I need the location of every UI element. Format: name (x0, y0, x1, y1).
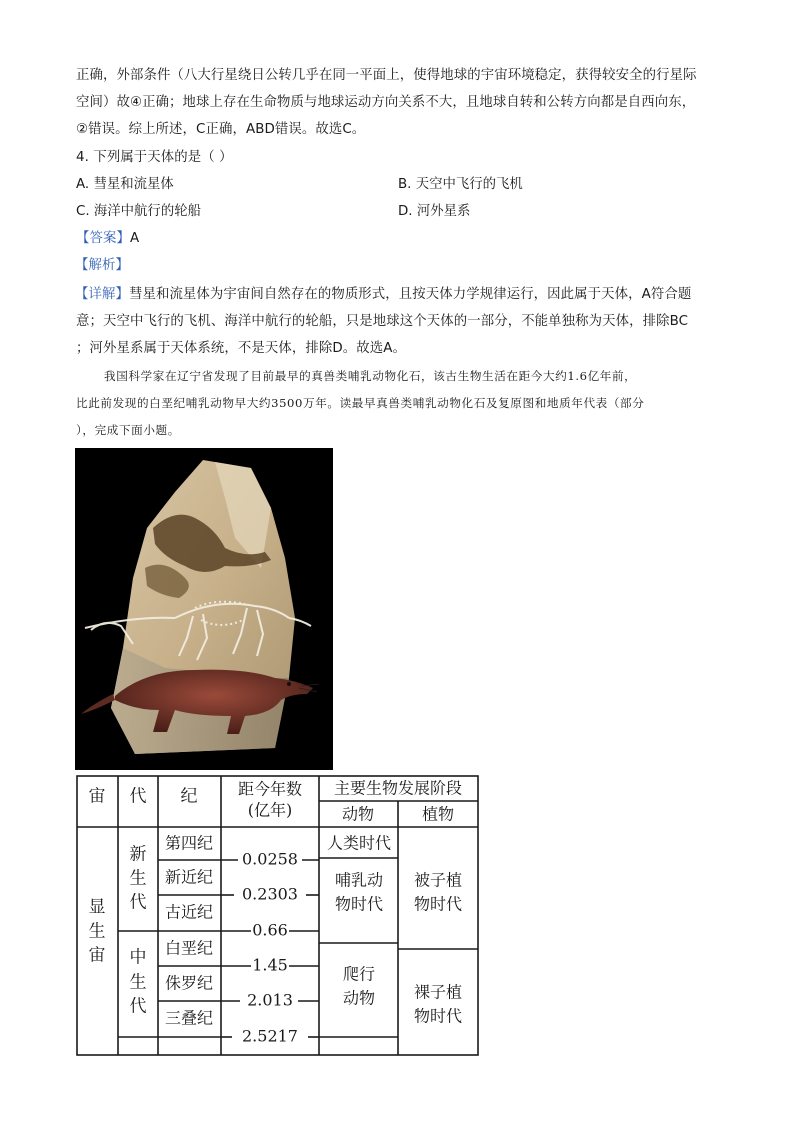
animal-stage: 哺乳动 (334, 870, 384, 890)
plant-stage: 被子植 (413, 870, 463, 890)
header-plant: 植物 (421, 804, 455, 824)
boundary-value: 0.0258 (242, 849, 298, 869)
period-cell: 三叠纪 (164, 1008, 214, 1028)
fossil-reconstruction-image (75, 448, 333, 770)
detail-text-1: 彗星和流星体为宇宙间自然存在的物质形式，且按天体力学规律运行，因此属于天体，A符合题 (128, 287, 692, 302)
answer-tag: 【答案】 (76, 231, 130, 246)
material-line-2: 比此前发现的白垩纪哺乳动物早大约3500万年。读最早真兽类哺乳动物化石及复原图和地质年代表（部分 (76, 396, 645, 410)
period-cell: 第四纪 (164, 833, 214, 853)
material-line-3: ），完成下面小题。 (76, 423, 180, 437)
plant-stage: 裸子植 (413, 982, 463, 1002)
animal-stage: 人类时代 (326, 833, 392, 853)
era-char: 中 (129, 947, 147, 968)
era-char: 生 (129, 972, 147, 993)
animal-stage: 物时代 (334, 894, 384, 914)
geologic-time-table (76, 775, 479, 1056)
boundary-value: 0.2303 (242, 884, 298, 904)
detail-line-3: ；河外星系属于天体系统，不是天体，排除D。故选A。 (76, 341, 406, 356)
option-b: B. 天空中飞行的飞机 (398, 177, 523, 192)
header-years: 距今年数 (237, 779, 303, 799)
fossil-illustration (75, 448, 333, 770)
header-eon: 宙 (88, 786, 106, 807)
boundary-value: 1.45 (252, 955, 288, 975)
period-cell: 白垩纪 (164, 938, 214, 958)
eon-char: 生 (88, 921, 106, 942)
period-cell: 侏罗纪 (164, 973, 214, 993)
animal-stage: 动物 (342, 988, 376, 1008)
answer-line (76, 230, 139, 248)
eon-char: 显 (88, 897, 106, 918)
detail-line-1 (75, 286, 691, 304)
era-char: 代 (129, 892, 147, 913)
era-char: 新 (129, 844, 147, 865)
explanation-line-1: 正确，外部条件（八大行星绕日公转几乎在同一平面上，使得地球的宇宙环境稳定，获得较安全的行星际 (76, 68, 697, 83)
question-4-stem: 4. 下列属于天体的是（ ） (76, 150, 233, 165)
period-cell: 古近纪 (164, 902, 214, 922)
detail-tag: 【详解】 (75, 287, 129, 302)
boundary-value: 2.013 (247, 990, 293, 1010)
era-char: 代 (129, 996, 147, 1017)
answer-value: A (129, 231, 140, 246)
plant-stage: 物时代 (413, 1006, 463, 1026)
option-a: A. 彗星和流星体 (76, 177, 174, 192)
material-line-1: 我国科学家在辽宁省发现了目前最早的真兽类哺乳动物化石，该古生物生活在距今大约1.6亿年前， (104, 369, 637, 383)
header-animal: 动物 (341, 804, 375, 824)
explanation-line-3: ②错误。综上所述，C正确，ABD错误。故选C。 (76, 122, 366, 137)
detail-line-2: 意；天空中飞行的飞机、海洋中航行的轮船，只是地球这个天体的一部分，不能单独称为天体，排除BC (76, 314, 689, 329)
period-cell: 新近纪 (164, 867, 214, 887)
eon-char: 宙 (88, 945, 106, 966)
header-years-unit: (亿年) (247, 800, 293, 820)
boundary-value: 2.5217 (242, 1026, 298, 1046)
header-period: 纪 (180, 786, 198, 807)
plant-stage: 物时代 (413, 894, 463, 914)
boundary-value: 0.66 (252, 920, 288, 940)
era-char: 生 (129, 868, 147, 889)
explanation-line-2: 空间）故④正确；地球上存在生命物质与地球运动方向关系不大，且地球自转和公转方向都是自西向东， (76, 95, 696, 110)
analysis-tag: 【解析】 (75, 258, 129, 273)
header-stages: 主要生物发展阶段 (333, 778, 463, 798)
header-era: 代 (129, 786, 147, 807)
option-c: C. 海洋中航行的轮船 (76, 204, 201, 219)
option-d: D. 河外星系 (398, 204, 471, 219)
animal-stage: 爬行 (342, 964, 376, 984)
